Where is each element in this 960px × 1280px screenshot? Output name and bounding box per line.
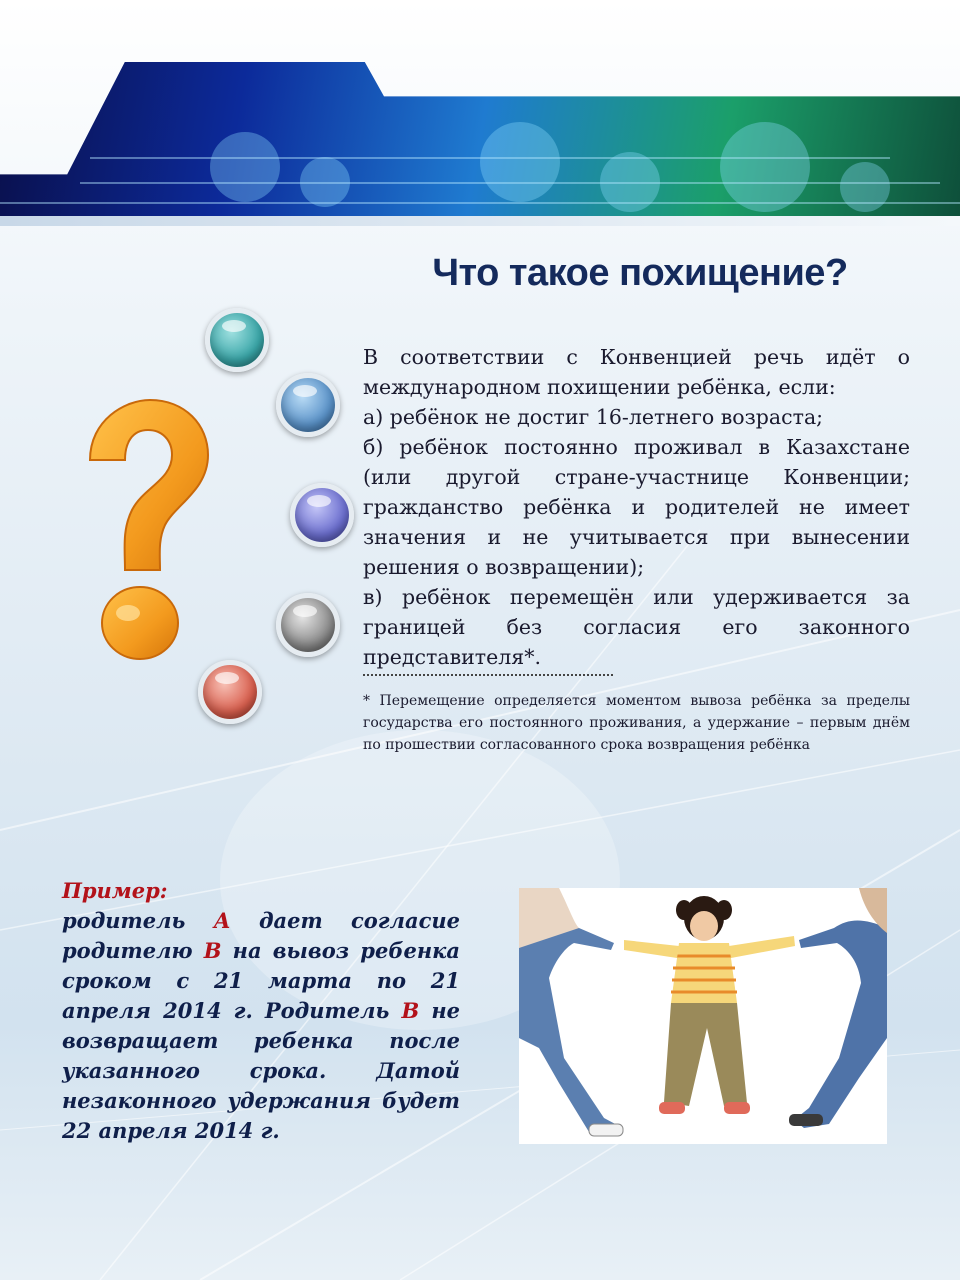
footnote: * Перемещение определяется моментом вывоза ребёнка за пределы государства его постоянного проживания, а удержание – первым днём по прошествии согласованного срока возвращения ребёнка	[363, 693, 910, 753]
parent-a-label: А	[213, 908, 231, 933]
example-heading: Пример:	[62, 878, 168, 903]
condition-a: а) ребёнок не достиг 16-летнего возраста;	[363, 405, 824, 429]
definition-text	[363, 342, 910, 672]
example-text: родитель А дает согласие родителю В на вывоз ребенка сроком с 21 марта по 21 апреля 2014 г. Родитель В не возвращает ребенка после указанного срока. Датой незаконного удержания будет 22 апреля 2014 г.	[62, 908, 460, 1143]
example-block	[62, 876, 460, 1146]
parent-b-label: В	[203, 938, 222, 963]
question-mark-icon	[70, 395, 210, 665]
condition-b: б) ребёнок постоянно проживал в Казахстане (или другой стране-участнице Конвенции; гражданство ребёнка и родителей не имеет значения и не учитывается при вынесении решения о возвращении);	[363, 435, 910, 579]
header-banner	[0, 0, 960, 230]
banner-graphic	[0, 62, 960, 218]
condition-c: в) ребёнок перемещён или удерживается за границей без согласия его законного представителя*.	[363, 585, 910, 669]
banner-divider	[0, 216, 960, 226]
bullet-ball-blue-icon	[276, 373, 340, 437]
bullet-ball-red-icon	[198, 660, 262, 724]
bullet-ball-gray-icon	[276, 593, 340, 657]
page-title: Что такое похищение?	[432, 252, 848, 294]
intro-paragraph: В соответствии с Конвенцией речь идёт о международном похищении ребёнка, если:	[363, 345, 910, 399]
bullet-ball-violet-icon	[290, 483, 354, 547]
bullet-ball-teal-icon	[205, 308, 269, 372]
child-tug-of-war-photo	[519, 888, 887, 1144]
footnote-separator	[363, 674, 613, 676]
parent-b-label: В	[401, 998, 420, 1023]
